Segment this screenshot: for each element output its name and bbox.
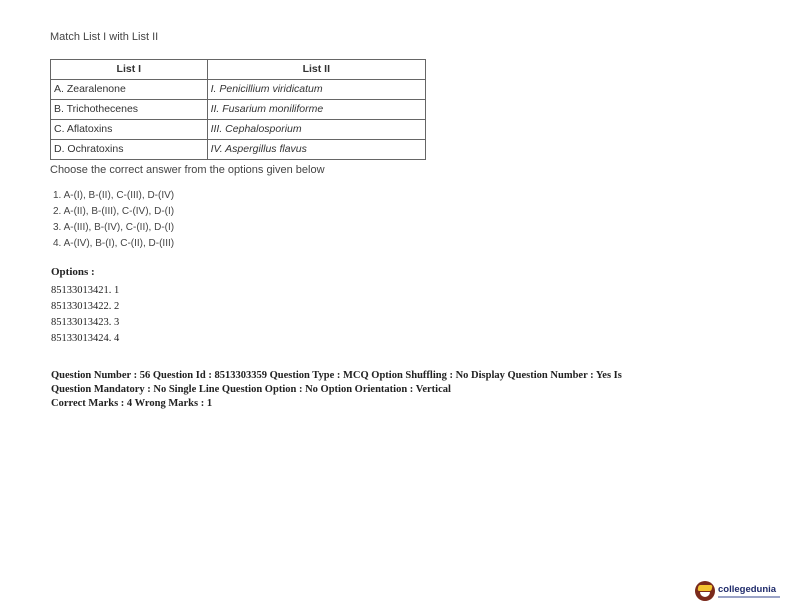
option-item: 85133013424. 4 — [51, 333, 120, 344]
option-item: 85133013423. 3 — [51, 317, 120, 328]
metadata-line: Question Mandatory : No Single Line Question Option : No Option Orientation : Vertical — [51, 384, 451, 395]
metadata-line: Question Number : 56 Question Id : 8513303359 Question Type : MCQ Option Shuffling : No Display Question Number : Yes Is — [51, 370, 622, 381]
options-label: Options : — [51, 266, 95, 278]
table-row — [51, 140, 426, 160]
question-metadata — [51, 369, 731, 411]
list-2-cell: III. Cephalosporium — [207, 120, 425, 140]
list-1-cell: D. Ochratoxins — [51, 140, 208, 160]
table-row — [51, 100, 426, 120]
collegedunia-logo — [695, 578, 780, 604]
list-1-cell: C. Aflatoxins — [51, 120, 208, 140]
question-instruction: Match List I with List II — [50, 31, 159, 43]
logo-tagline-bar — [718, 596, 780, 598]
option-item: 85133013421. 1 — [51, 285, 120, 296]
logo-name: collegedunia — [718, 584, 777, 595]
table-row — [51, 80, 426, 100]
answer-choices-list — [53, 188, 174, 252]
table-header-row — [51, 60, 426, 80]
list-2-cell: I. Penicillium viridicatum — [207, 80, 425, 100]
metadata-line: Correct Marks : 4 Wrong Marks : 1 — [51, 398, 213, 409]
list-2-cell: II. Fusarium moniliforme — [207, 100, 425, 120]
answer-choice: 4. A-(IV), B-(I), C-(II), D-(III) — [53, 238, 175, 249]
answer-choice: 2. A-(II), B-(III), C-(IV), D-(I) — [53, 206, 175, 217]
list-2-cell: IV. Aspergillus flavus — [207, 140, 425, 160]
answer-choice: 1. A-(I), B-(II), C-(III), D-(IV) — [53, 190, 175, 201]
match-table — [50, 59, 426, 160]
answer-choice: 3. A-(III), B-(IV), C-(II), D-(I) — [53, 222, 175, 233]
graduate-cap-icon — [695, 581, 715, 601]
list-1-cell: B. Trichothecenes — [51, 100, 208, 120]
list-2-header: List II — [207, 60, 425, 80]
option-id-list — [51, 283, 119, 347]
list-1-header: List I — [51, 60, 208, 80]
option-item: 85133013422. 2 — [51, 301, 120, 312]
table-row — [51, 120, 426, 140]
question-prompt: Choose the correct answer from the options given below — [50, 164, 325, 176]
list-1-cell: A. Zearalenone — [51, 80, 208, 100]
